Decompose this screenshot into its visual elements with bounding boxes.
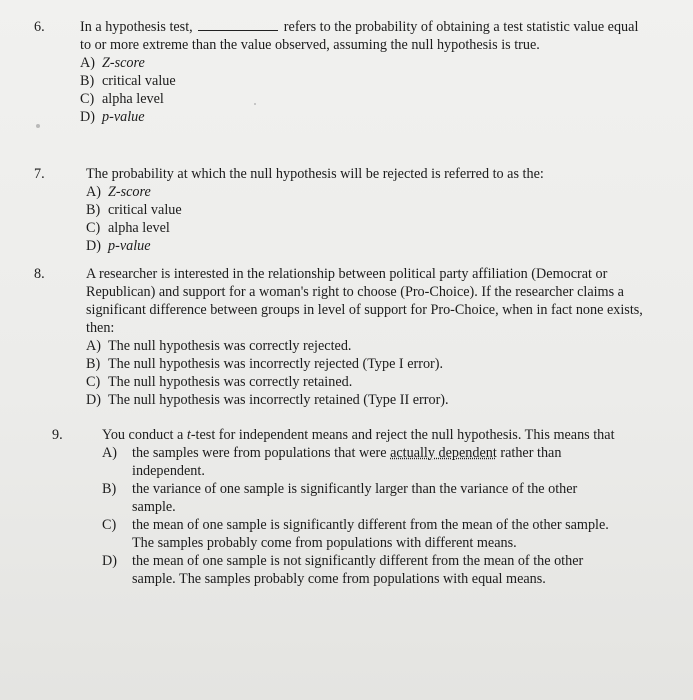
q6-option-letter: D) [80, 109, 95, 125]
q6-option-letter: B) [80, 73, 95, 89]
q8-option-letter: A) [86, 338, 101, 354]
question-7 [86, 165, 656, 255]
q8-option-c [86, 373, 646, 391]
q6-option-c [80, 90, 650, 108]
q9-option-a [102, 444, 622, 480]
q7-option-text: critical value [108, 202, 182, 218]
q9-option-c [102, 516, 622, 552]
q9-option-d [102, 552, 622, 588]
q9-option-b [102, 480, 622, 516]
q6-stem-before: In a hypothesis test, [80, 19, 193, 35]
paper-speck [36, 124, 40, 128]
q9-option-text: the variance of one sample is significantly larger than the variance of the other sample. [132, 481, 578, 515]
paper-speck [254, 103, 256, 105]
q7-number: 7. [34, 166, 45, 182]
q8-stem: A researcher is interested in the relationship between political party affiliation (Democrat or Republican) and support for a woman's right to choose (Pro-Choice). If the researcher claims a significant difference between groups in level of support for Pro-Choice, when in fact none exists, then: [86, 266, 643, 336]
q9-stem [102, 426, 622, 444]
q7-stem: The probability at which the null hypothesis will be rejected is referred to as the: [86, 166, 544, 182]
q8-option-d [86, 391, 646, 409]
q9-stem-after: -test for independent means and reject the null hypothesis. This means that [190, 427, 615, 443]
q7-option-a [86, 183, 656, 201]
q7-option-letter: A) [86, 184, 101, 200]
q9-option-letter: A) [102, 445, 117, 461]
q7-option-d [86, 237, 656, 255]
q7-option-text: Z-score [108, 184, 151, 200]
q9-option-a-text-after: rather than independent. [132, 445, 562, 479]
q8-number: 8. [34, 266, 45, 282]
q8-option-letter: B) [86, 356, 101, 372]
q9-option-a-marked-text: actually dependent [390, 445, 497, 461]
q6-stem [80, 18, 650, 54]
q8-option-text: The null hypothesis was incorrectly retained (Type II error). [108, 392, 449, 408]
q8-options [86, 337, 646, 409]
q7-option-letter: B) [86, 202, 101, 218]
q7-option-letter: C) [86, 220, 101, 236]
q8-option-text: The null hypothesis was correctly retained. [108, 374, 353, 390]
q7-option-letter: D) [86, 238, 101, 254]
q6-option-text: p-value [102, 109, 145, 125]
q6-answer-blank [198, 18, 278, 31]
q9-stem-italic: t [186, 427, 191, 443]
q8-option-text: The null hypothesis was incorrectly rejected (Type I error). [108, 356, 444, 372]
question-8 [86, 265, 646, 409]
q6-stem-after: refers to the probability of obtaining a test statistic value equal to or more extreme than the value observed, assuming the null hypothesis is true. [80, 19, 639, 53]
q8-option-letter: C) [86, 374, 101, 390]
question-9 [102, 426, 622, 588]
q6-option-text: critical value [102, 73, 176, 89]
q9-options [102, 444, 622, 588]
q9-option-text [132, 444, 622, 480]
q7-option-text: alpha level [108, 220, 170, 236]
q7-option-c [86, 219, 656, 237]
q9-option-letter: C) [102, 517, 117, 533]
q6-option-a [80, 54, 650, 72]
q6-options [80, 54, 650, 126]
q6-option-d [80, 108, 650, 126]
question-6 [80, 18, 650, 126]
q9-option-letter: D) [102, 553, 117, 569]
q6-option-letter: A) [80, 55, 95, 71]
q9-option-text: the mean of one sample is significantly different from the mean of the other sample. The samples probably come from populations with different means. [132, 517, 609, 551]
q6-option-b [80, 72, 650, 90]
q9-stem-before: You conduct a [102, 427, 184, 443]
q8-option-b [86, 355, 646, 373]
q6-option-letter: C) [80, 91, 95, 107]
q6-number: 6. [34, 19, 45, 35]
q6-option-text: alpha level [102, 91, 164, 107]
q8-option-text: The null hypothesis was correctly rejected. [108, 338, 352, 354]
q7-option-b [86, 201, 656, 219]
q9-option-a-text-before: the samples were from populations that were [132, 445, 387, 461]
q7-option-text: p-value [108, 238, 151, 254]
q9-number: 9. [52, 427, 63, 443]
q8-option-letter: D) [86, 392, 101, 408]
q8-option-a [86, 337, 646, 355]
q9-option-text: the mean of one sample is not significantly different from the mean of the other sample. The samples probably come from populations with equal means. [132, 553, 584, 587]
q9-option-letter: B) [102, 481, 117, 497]
q7-options [86, 183, 656, 255]
q6-option-text: Z-score [102, 55, 145, 71]
